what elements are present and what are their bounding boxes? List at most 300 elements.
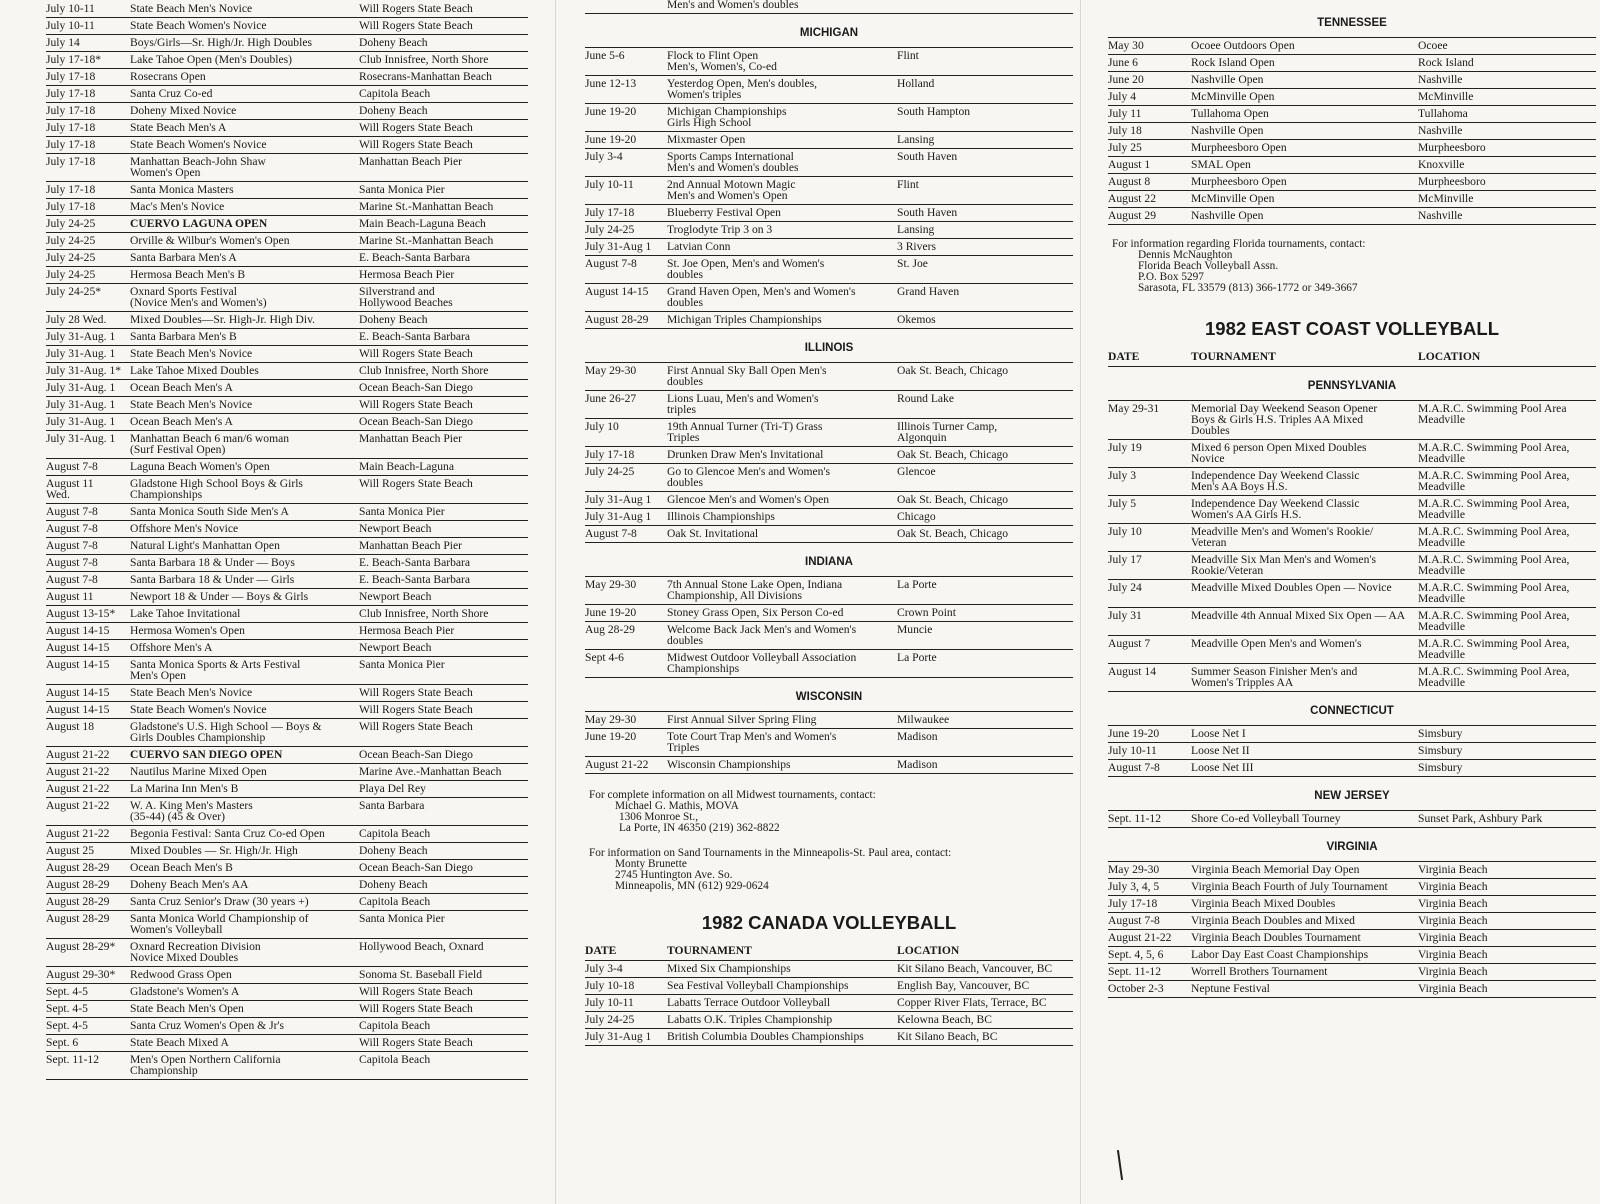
tournament-cell: Sports Camps International Men's and Women's doubles <box>667 150 799 174</box>
florida-contact <box>1108 225 1596 298</box>
date-cell: July 11 <box>1108 107 1142 120</box>
date-cell: August 7-8 <box>46 573 98 586</box>
date-cell: July 10-11 <box>46 2 95 15</box>
contact-line: Dennis McNaughton <box>1138 249 1233 261</box>
location-cell: Ocean Beach-San Diego <box>359 415 473 428</box>
date-cell: Sept. 6 <box>46 1036 79 1049</box>
header-location: LOCATION <box>1418 350 1481 363</box>
schedule-row <box>1108 140 1596 157</box>
contact-line: Monty Brunette <box>615 858 687 870</box>
date-cell: August 28-29 <box>46 878 110 891</box>
date-cell: June 6 <box>1108 56 1138 69</box>
header-date: DATE <box>585 944 617 957</box>
tournament-cell: Santa Barbara 18 & Under — Boys <box>130 556 295 569</box>
tournament-cell: Tote Court Trap Men's and Women's Triples <box>667 730 837 754</box>
date-cell: July 17-18 <box>46 200 96 213</box>
date-cell: June 20 <box>1108 73 1144 86</box>
date-cell: August 7-8 <box>585 527 637 540</box>
location-cell: Crown Point <box>897 606 956 619</box>
schedule-row <box>46 1035 528 1052</box>
tournament-cell: Meadville 4th Annual Mixed Six Open — AA <box>1191 609 1406 622</box>
location-cell: Main Beach-Laguna <box>359 460 454 473</box>
location-cell: Newport Beach <box>359 522 432 535</box>
date-cell: August 7-8 <box>585 257 637 270</box>
tournament-cell: Virginia Beach Mixed Doubles <box>1191 897 1336 910</box>
tournament-cell: CUERVO SAN DIEGO OPEN <box>130 748 283 761</box>
location-cell: Virginia Beach <box>1418 948 1488 961</box>
location-cell: Capitola Beach <box>359 895 431 908</box>
contact-line: Florida Beach Volleyball Assn. <box>1138 260 1279 272</box>
date-cell: July 17-18 <box>46 155 96 168</box>
schedule-row <box>1108 191 1596 208</box>
date-cell: August 7-8 <box>46 539 98 552</box>
location-cell: Newport Beach <box>359 641 432 654</box>
location-cell: Chicago <box>897 510 936 523</box>
schedule-row <box>1108 157 1596 174</box>
tournament-cell: Meadville Six Man Men's and Women's Rookie/Veteran <box>1191 553 1376 577</box>
location-cell: Madison <box>897 730 938 743</box>
tournament-cell: Neptune Festival <box>1191 982 1270 995</box>
date-cell: August 14-15 <box>46 686 110 699</box>
schedule-row <box>585 712 1073 729</box>
tournament-cell: Memorial Day Weekend Season Opener Boys & Girls H.S. Triples AA Mixed Doubles <box>1191 402 1378 437</box>
date-cell: July 31-Aug 1 <box>585 240 652 253</box>
tournament-cell: Independence Day Weekend Classic Women's AA Girls H.S. <box>1191 497 1360 521</box>
date-cell: August 7-8 <box>46 505 98 518</box>
tournament-cell: Santa Barbara 18 & Under — Girls <box>130 573 295 586</box>
tournament-cell: Virginia Beach Fourth of July Tournament <box>1191 880 1388 893</box>
section-heading: INDIANA <box>585 543 1073 577</box>
location-cell: Doheny Beach <box>359 878 428 891</box>
schedule-row <box>46 939 528 967</box>
date-cell: August 21-22 <box>46 782 110 795</box>
tournament-cell: Meadville Men's and Women's Rookie/ Veteran <box>1191 525 1374 549</box>
canada-table-header <box>585 942 1073 961</box>
header-date: DATE <box>1108 350 1140 363</box>
date-cell: August 7-8 <box>46 556 98 569</box>
tournament-cell: Santa Monica World Championship of Women's Volleyball <box>130 912 309 936</box>
location-cell: M.A.R.C. Swimming Pool Area Meadville <box>1418 402 1567 426</box>
header-tournament: TOURNAMENT <box>667 944 752 957</box>
tournament-cell: Loose Net I <box>1191 727 1246 740</box>
date-cell: July 3, 4, 5 <box>1108 880 1160 893</box>
schedule-row <box>1108 123 1596 140</box>
location-cell: Will Rogers State Beach <box>359 720 473 733</box>
tournament-cell: Redwood Grass Open <box>130 968 232 981</box>
date-cell: August 21-22 <box>1108 931 1172 944</box>
tournament-cell: Troglodyte Trip 3 on 3 <box>667 223 773 236</box>
tournament-cell: Yesterdog Open, Men's doubles, Women's triples <box>667 77 818 101</box>
date-cell: July 24-25 <box>46 234 96 247</box>
location-cell: Manhattan Beach Pier <box>359 539 463 552</box>
location-cell: M.A.R.C. Swimming Pool Area, Meadville <box>1418 581 1570 605</box>
schedule-row <box>46 363 528 380</box>
location-cell: Virginia Beach <box>1418 931 1488 944</box>
schedule-row <box>46 284 528 312</box>
date-cell: August 7-8 <box>1108 761 1160 774</box>
date-cell: July 24-25 <box>585 465 635 478</box>
schedule-row <box>1108 208 1596 225</box>
section-heading: WISCONSIN <box>585 678 1073 712</box>
date-cell: August 25 <box>46 844 94 857</box>
location-cell: Oak St. Beach, Chicago <box>897 364 1009 377</box>
location-cell: Doheny Beach <box>359 844 428 857</box>
location-cell: 3 Rivers <box>897 240 936 253</box>
location-cell: Ocean Beach-San Diego <box>359 748 473 761</box>
date-cell: July 3-4 <box>585 150 623 163</box>
schedule-row <box>585 650 1073 678</box>
tournament-cell: Wisconsin Championships <box>667 758 791 771</box>
location-cell: Club Innisfree, North Shore <box>359 364 489 377</box>
date-cell: July 3-4 <box>585 962 623 975</box>
date-cell: August 14-15 <box>46 658 110 671</box>
tournament-cell: Latvian Conn <box>667 240 731 253</box>
location-cell: Club Innisfree, North Shore <box>359 53 489 66</box>
date-cell: July 4 <box>1108 90 1137 103</box>
location-cell: Club Innisfree, North Shore <box>359 607 489 620</box>
tournament-cell: St. Joe Open, Men's and Women's doubles <box>667 257 825 281</box>
schedule-row <box>46 380 528 397</box>
california-schedule-column <box>46 1 528 1080</box>
location-cell: Santa Barbara <box>359 799 425 812</box>
pen-mark <box>1117 1150 1123 1180</box>
tournament-cell: Doheny Beach Men's AA <box>130 878 249 891</box>
location-cell: Manhattan Beach Pier <box>359 432 463 445</box>
date-cell: July 24 <box>1108 581 1142 594</box>
date-cell: July 17-18 <box>46 104 96 117</box>
schedule-row <box>1108 468 1596 496</box>
location-cell: Nashville <box>1418 124 1463 137</box>
schedule-row <box>585 104 1073 132</box>
date-cell: Sept. 4-5 <box>46 1002 88 1015</box>
tournament-cell: Santa Monica Sports & Arts Festival Men's Open <box>130 658 301 682</box>
date-cell: Sept. 4-5 <box>46 985 88 998</box>
east-coast-sections <box>1108 367 1596 998</box>
tournament-cell: Meadville Open Men's and Women's <box>1191 637 1362 650</box>
schedule-row <box>46 182 528 199</box>
schedule-row <box>46 137 528 154</box>
date-cell: June 19-20 <box>585 730 637 743</box>
header-location: LOCATION <box>897 944 960 957</box>
schedule-row <box>1108 664 1596 692</box>
tournament-cell: Oxnard Recreation Division Novice Mixed Doubles <box>130 940 261 964</box>
tournament-cell: Newport 18 & Under — Boys & Girls <box>130 590 309 603</box>
date-cell: August 28-29 <box>46 912 110 925</box>
tournament-cell: Murpheesboro Open <box>1191 175 1287 188</box>
date-cell: August 21-22 <box>46 799 110 812</box>
schedule-row <box>46 764 528 781</box>
tournament-cell: Tullahoma Open <box>1191 107 1269 120</box>
location-cell: E. Beach-Santa Barbara <box>359 251 471 264</box>
date-cell: August 22 <box>1108 192 1156 205</box>
date-cell: July 31-Aug. 1 <box>46 415 116 428</box>
tournament-cell: Labor Day East Coast Championships <box>1191 948 1369 961</box>
tournament-cell: Gladstone's Women's A <box>130 985 240 998</box>
schedule-row <box>1108 726 1596 743</box>
date-cell: July 17-18 <box>46 138 96 151</box>
section-heading: VIRGINIA <box>1108 828 1596 862</box>
date-cell: Sept. 11-12 <box>46 1053 100 1066</box>
tournament-cell: Rock Island Open <box>1191 56 1275 69</box>
date-cell: July 31-Aug. 1 <box>46 330 116 343</box>
tournament-cell: Mixed Doubles—Sr. High-Jr. High Div. <box>130 313 316 326</box>
location-cell: Oak St. Beach, Chicago <box>897 448 1009 461</box>
schedule-row <box>1108 862 1596 879</box>
location-cell: Ocean Beach-San Diego <box>359 861 473 874</box>
canada-heading: 1982 CANADA VOLLEYBALL <box>701 912 957 933</box>
date-cell: July 5 <box>1108 497 1137 510</box>
tournament-cell: Santa Barbara Men's A <box>130 251 237 264</box>
schedule-row <box>46 199 528 216</box>
schedule-row <box>46 476 528 504</box>
tournament-cell: Loose Net II <box>1191 744 1250 757</box>
schedule-row <box>1108 38 1596 55</box>
location-cell: Murpheesboro <box>1418 175 1486 188</box>
tournament-cell: Begonia Festival: Santa Cruz Co-ed Open <box>130 827 325 840</box>
date-cell: August 21-22 <box>585 758 649 771</box>
tournament-cell: State Beach Men's Novice <box>130 686 253 699</box>
location-cell: Copper River Flats, Terrace, BC <box>897 996 1047 1009</box>
schedule-row <box>46 414 528 431</box>
header-tournament: TOURNAMENT <box>1191 350 1276 363</box>
schedule-row <box>1108 947 1596 964</box>
tournament-cell: Mixmaster Open <box>667 133 746 146</box>
tournament-cell: State Beach Men's Novice <box>130 347 253 360</box>
location-cell: Will Rogers State Beach <box>359 1036 473 1049</box>
schedule-row <box>585 757 1073 774</box>
date-cell: August 13-15* <box>46 607 116 620</box>
date-cell: July 24-25 <box>585 1013 635 1026</box>
date-cell: May 29-31 <box>1108 402 1160 415</box>
tournament-cell: Worrell Brothers Tournament <box>1191 965 1328 978</box>
tournament-cell: CUERVO LAGUNA OPEN <box>130 217 268 230</box>
date-cell: October 2-3 <box>1108 982 1164 995</box>
location-cell: Capitola Beach <box>359 87 431 100</box>
tournament-cell: Independence Day Weekend Classic Men's AA Boys H.S. <box>1191 469 1360 493</box>
schedule-row <box>585 132 1073 149</box>
schedule-row <box>585 256 1073 284</box>
contact-intro: For information regarding Florida tournaments, contact: <box>1112 238 1366 250</box>
location-cell: Holland <box>897 77 935 90</box>
schedule-row <box>46 719 528 747</box>
location-cell: Will Rogers State Beach <box>359 703 473 716</box>
schedule-row <box>1108 174 1596 191</box>
date-cell: Sept. 4-5 <box>46 1019 88 1032</box>
schedule-row <box>46 967 528 984</box>
tournament-cell: Labatts Terrace Outdoor Volleyball <box>667 996 831 1009</box>
location-cell: M.A.R.C. Swimming Pool Area, Meadville <box>1418 553 1570 577</box>
location-cell: Oak St. Beach, Chicago <box>897 493 1009 506</box>
location-cell: Virginia Beach <box>1418 982 1488 995</box>
location-cell: Virginia Beach <box>1418 897 1488 910</box>
location-cell: Simsbury <box>1418 727 1463 740</box>
date-cell: July 10 <box>585 420 619 433</box>
location-cell: Hermosa Beach Pier <box>359 624 455 637</box>
location-cell: Virginia Beach <box>1418 965 1488 978</box>
location-cell: Virginia Beach <box>1418 863 1488 876</box>
schedule-row <box>46 911 528 939</box>
location-cell: M.A.R.C. Swimming Pool Area, Meadville <box>1418 469 1570 493</box>
tournament-cell: Manhattan Beach 6 man/6 woman (Surf Festival Open) <box>130 432 290 456</box>
date-cell: June 5-6 <box>585 49 625 62</box>
date-cell: July 17-18 <box>46 183 96 196</box>
location-cell: Knoxville <box>1418 158 1465 171</box>
contact-line: 2745 Huntington Ave. So. <box>615 869 733 881</box>
tournament-cell: 7th Annual Stone Lake Open, Indiana Championship, All Divisions <box>667 578 843 602</box>
location-cell: Newport Beach <box>359 590 432 603</box>
tournament-cell: Lake Tahoe Open (Men's Doubles) <box>130 53 293 66</box>
schedule-row <box>46 984 528 1001</box>
date-cell: July 24-25 <box>46 251 96 264</box>
date-cell: July 28 Wed. <box>46 313 107 326</box>
tournament-cell: State Beach Men's Novice <box>130 398 253 411</box>
location-cell: Will Rogers State Beach <box>359 398 473 411</box>
location-cell: Will Rogers State Beach <box>359 138 473 151</box>
date-cell: August 29 <box>1108 209 1156 222</box>
schedule-row <box>1108 913 1596 930</box>
date-cell: July 24-25 <box>46 268 96 281</box>
schedule-row <box>585 0 1073 14</box>
date-cell: July 10-18 <box>585 979 635 992</box>
schedule-row <box>1108 440 1596 468</box>
schedule-row <box>46 894 528 911</box>
location-cell: Doheny Beach <box>359 104 428 117</box>
tournament-cell: Nautilus Marine Mixed Open <box>130 765 267 778</box>
tournament-name: Men's and Women's doubles <box>667 0 799 11</box>
schedule-row <box>1108 930 1596 947</box>
date-cell: May 29-30 <box>1108 863 1160 876</box>
schedule-row <box>46 250 528 267</box>
location-cell: Will Rogers State Beach <box>359 686 473 699</box>
location-cell: Oak St. Beach, Chicago <box>897 527 1009 540</box>
section-heading-tennessee: TENNESSEE <box>1108 0 1596 38</box>
location-cell: Marine St.-Manhattan Beach <box>359 200 494 213</box>
date-cell: July 10-11 <box>1108 744 1157 757</box>
schedule-row <box>585 284 1073 312</box>
location-cell: McMinville <box>1418 192 1474 205</box>
tournament-cell: Blueberry Festival Open <box>667 206 781 219</box>
date-cell: Sept. 4, 5, 6 <box>1108 948 1164 961</box>
schedule-row <box>1108 401 1596 440</box>
tournament-cell: Rosecrans Open <box>130 70 206 83</box>
tournament-cell: Go to Glencoe Men's and Women's doubles <box>667 465 831 489</box>
schedule-row <box>46 504 528 521</box>
location-cell: Will Rogers State Beach <box>359 347 473 360</box>
tournament-cell: Santa Cruz Women's Open & Jr's <box>130 1019 285 1032</box>
date-cell: July 24-25 <box>46 217 96 230</box>
location-cell: Santa Monica Pier <box>359 183 445 196</box>
date-cell: August 18 <box>46 720 94 733</box>
schedule-row <box>46 747 528 764</box>
location-cell: Will Rogers State Beach <box>359 1002 473 1015</box>
schedule-row <box>46 572 528 589</box>
tournament-cell: State Beach Women's Novice <box>130 19 267 32</box>
date-cell: Aug 28-29 <box>585 623 635 636</box>
tournament-cell: 2nd Annual Motown Magic Men's and Women's Open <box>667 178 796 202</box>
schedule-row <box>1108 896 1596 913</box>
date-cell: July 31-Aug 1 <box>585 1030 652 1043</box>
tournament-cell: Hermosa Women's Open <box>130 624 245 637</box>
date-cell: Sept. 11-12 <box>1108 812 1162 825</box>
location-cell: Madison <box>897 758 938 771</box>
schedule-row <box>46 1052 528 1080</box>
tournament-cell: McMinville Open <box>1191 90 1275 103</box>
date-cell: July 19 <box>1108 441 1142 454</box>
tournament-cell: Virginia Beach Memorial Day Open <box>1191 863 1360 876</box>
section-heading: CONNECTICUT <box>1108 692 1596 726</box>
date-cell: May 29-30 <box>585 578 637 591</box>
schedule-row <box>1108 879 1596 896</box>
tournament-cell: Santa Barbara Men's B <box>130 330 237 343</box>
location-cell: Virginia Beach <box>1418 914 1488 927</box>
tournament-cell: Mac's Men's Novice <box>130 200 225 213</box>
tournament-cell: Santa Cruz Senior's Draw (30 years +) <box>130 895 309 908</box>
schedule-row <box>585 464 1073 492</box>
location-cell: Playa Del Rey <box>359 782 426 795</box>
tournament-cell: Summer Season Finisher Men's and Women's Tripples AA <box>1191 665 1358 689</box>
location-cell: Flint <box>897 49 919 62</box>
tournament-cell: Midwest Outdoor Volleyball Association Championships <box>667 651 857 675</box>
section-heading: NEW JERSEY <box>1108 777 1596 811</box>
schedule-row <box>46 843 528 860</box>
date-cell: August 28-29 <box>46 861 110 874</box>
date-cell: July 10-11 <box>585 178 634 191</box>
tournament-cell: Oak St. Invitational <box>667 527 759 540</box>
schedule-row <box>46 1001 528 1018</box>
date-cell: July 31-Aug. 1* <box>46 364 122 377</box>
schedule-row <box>585 391 1073 419</box>
schedule-row <box>46 431 528 459</box>
location-cell: Virginia Beach <box>1418 880 1488 893</box>
date-cell: Sept. 11-12 <box>1108 965 1162 978</box>
midwest-canada-column <box>585 0 1073 1046</box>
date-cell: July 14 <box>46 36 80 49</box>
date-cell: August 28-29 <box>46 895 110 908</box>
date-cell: August 7-8 <box>1108 914 1160 927</box>
tournament-cell: La Marina Inn Men's B <box>130 782 239 795</box>
schedule-row <box>46 103 528 120</box>
schedule-row <box>46 860 528 877</box>
tournament-cell: Ocean Beach Men's B <box>130 861 233 874</box>
location-cell: Capitola Beach <box>359 1053 431 1066</box>
location-cell: Glencoe <box>897 465 936 478</box>
date-cell: July 25 <box>1108 141 1142 154</box>
location-cell: Santa Monica Pier <box>359 912 445 925</box>
tournament-cell: First Annual Silver Spring Fling <box>667 713 817 726</box>
schedule-row <box>585 48 1073 76</box>
location-cell: Flint <box>897 178 919 191</box>
location-cell: M.A.R.C. Swimming Pool Area, Meadville <box>1418 637 1570 661</box>
location-cell: Grand Haven <box>897 285 960 298</box>
schedule-row <box>585 577 1073 605</box>
location-cell: Nashville <box>1418 209 1463 222</box>
schedule-row <box>585 622 1073 650</box>
schedule-row <box>1108 89 1596 106</box>
date-cell: July 31 <box>1108 609 1142 622</box>
date-cell: July 17-18 <box>46 121 96 134</box>
date-cell: August 14-15 <box>46 703 110 716</box>
schedule-row <box>46 69 528 86</box>
date-cell: July 17-18 <box>585 206 635 219</box>
location-cell: Milwaukee <box>897 713 950 726</box>
location-cell: English Bay, Vancouver, BC <box>897 979 1030 992</box>
tournament-cell: Glencoe Men's and Women's Open <box>667 493 830 506</box>
tournament-cell: Oxnard Sports Festival (Novice Men's and Women's) <box>130 285 267 309</box>
location-cell: Lansing <box>897 133 935 146</box>
tournament-cell: Mixed 6 person Open Mixed Doubles Novice <box>1191 441 1367 465</box>
tournament-cell: Grand Haven Open, Men's and Women's doubles <box>667 285 856 309</box>
date-cell: August 7-8 <box>46 460 98 473</box>
